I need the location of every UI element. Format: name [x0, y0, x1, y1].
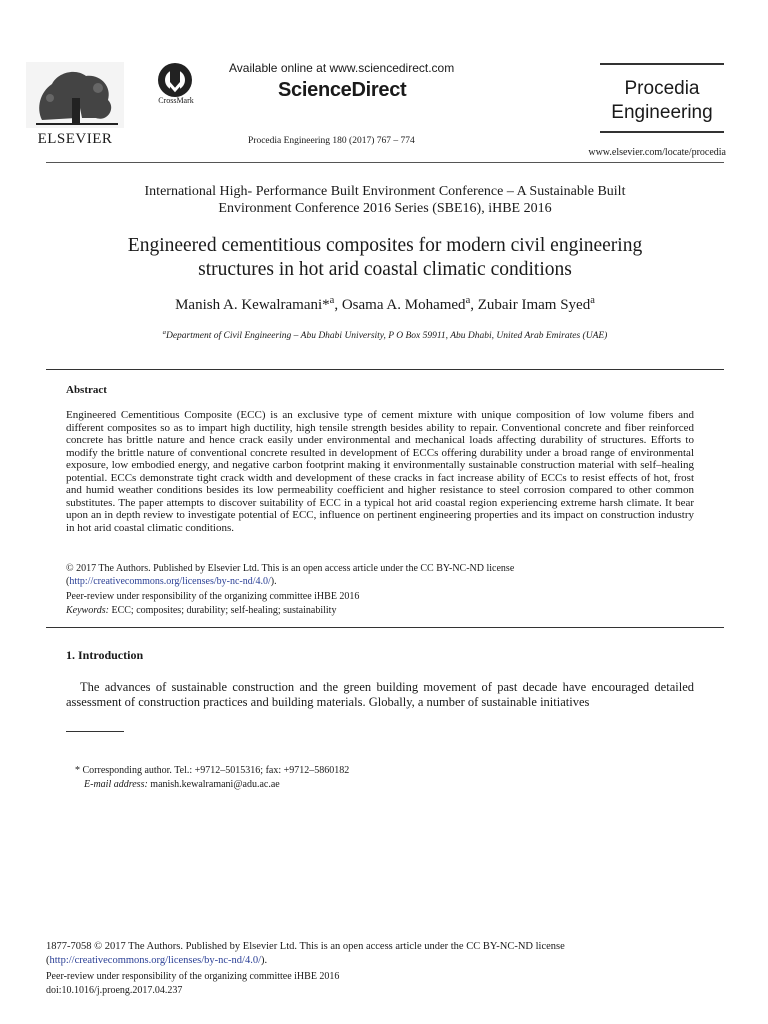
license-paren: ).: [261, 955, 268, 966]
author-affiliation-marker: a: [590, 295, 595, 306]
abstract-divider-top: [46, 369, 724, 370]
issn-copyright: 1877-7058 © 2017 The Authors. Published by Elsevier Ltd. This is an open access article under the CC BY-NC-ND license: [46, 941, 565, 952]
keywords: [66, 605, 694, 617]
author-affiliation-marker: a: [465, 295, 471, 306]
keywords-label: Keywords:: [66, 605, 109, 616]
corresponding-author-note: * Corresponding author. Tel.: +9712–5015316; fax: +9712–5860182: [75, 765, 350, 776]
journal-logo-rule: [600, 63, 724, 65]
journal-url-link[interactable]: www.elsevier.com/locate/procedia: [588, 147, 726, 158]
affiliation-marker: a: [162, 328, 166, 336]
author-name: Manish A. Kewalramani*: [175, 297, 330, 313]
journal-name-line1: Procedia: [624, 78, 700, 99]
email-label: E-mail address:: [84, 779, 148, 790]
abstract-divider-bottom: [46, 627, 724, 628]
title-line: Engineered cementitious composites for modern civil engineering: [127, 235, 643, 256]
bottom-peer-review: Peer-review under responsibility of the organizing committee iHBE 2016: [46, 971, 340, 982]
email-note: [84, 779, 280, 790]
conference-line: International High- Performance Built Environment Conference – A Sustainable Built: [144, 184, 626, 199]
affiliation: [46, 328, 724, 341]
license-paren: (: [66, 576, 70, 587]
abstract-license: [66, 576, 694, 588]
bottom-license-link[interactable]: http://creativecommons.org/licenses/by-nc-nd/4.0/: [49, 955, 262, 966]
section-heading-introduction: 1. Introduction: [66, 648, 144, 662]
abstract-body: Engineered Cementitious Composite (ECC) is an exclusive type of cement mixture with unique composition of low volume fibers and different composites so as to impart high ductility, high tensile strength besides ability to repair. Conventional concrete and fiber reinforced concrete has brittle nature and hence crack easily under environmental and mechanical loads affecting durability of structures. Efforts to modify the brittle nature of conventional concrete resulted in development of ECCs offering durability under a broad range of environmental exposure, low embodied energy, and negative carbon footprint making it environmentally sustainable construction material with self–healing potential. ECCs demonstrate tight crack width and development of these cracks in fact increase ability of ECCs to resist effects of hot, frost and humid weather conditions besides its low permeability coefficient and higher resistance to steel corrosion compared to other common substitutes. The paper attempts to discover suitability of ECC in a typical hot arid coastal region experiencing extreme harsh climate. It bear upon an in depth review to investigate potential of ECC, influence on pertinent engineering properties and its impact on construction industry in hot arid coastal climatic conditions.: [66, 409, 694, 534]
author-list: [46, 297, 724, 314]
title-line: structures in hot arid coastal climatic conditions: [198, 259, 572, 280]
email-address[interactable]: manish.kewalramani@adu.ac.ae: [147, 779, 280, 790]
footnote-divider: [66, 731, 124, 732]
conference-line: Environment Conference 2016 Series (SBE16), iHBE 2016: [218, 201, 552, 216]
available-online-text: Available online at www.sciencedirect.com: [229, 61, 455, 75]
license-link[interactable]: http://creativecommons.org/licenses/by-nc-nd/4.0/: [69, 576, 271, 587]
header-divider: [46, 162, 724, 163]
journal-name-line2: Engineering: [611, 102, 713, 123]
affiliation-text: Department of Civil Engineering – Abu Dhabi University, P O Box 59911, Abu Dhabi, United Arab Emirates (UAE): [165, 331, 608, 341]
author-name: Osama A. Mohamed: [341, 297, 466, 313]
journal-citation: Procedia Engineering 180 (2017) 767 – 774: [248, 136, 415, 146]
keywords-list: ECC; composites; durability; self-healing; sustainability: [108, 605, 337, 616]
author-name: Zubair Imam Syed: [477, 297, 591, 313]
abstract-heading: Abstract: [66, 384, 107, 396]
license-paren: ).: [270, 576, 277, 587]
license-paren: (: [46, 955, 50, 966]
sciencedirect-logo-text[interactable]: ScienceDirect: [278, 79, 407, 101]
crossmark-label: CrossMark: [158, 96, 194, 105]
conference-name: [46, 183, 724, 217]
doi[interactable]: doi:10.1016/j.proeng.2017.04.237: [46, 985, 183, 996]
abstract-peer-review: Peer-review under responsibility of the organizing committee iHBE 2016: [66, 591, 360, 602]
journal-logo-rule: [600, 131, 724, 133]
bottom-license: [46, 955, 267, 966]
author-separator: ,: [470, 297, 478, 313]
author-affiliation-marker: a: [329, 295, 335, 306]
paper-title: [46, 234, 724, 282]
introduction-paragraph: The advances of sustainable construction and the green building movement of past decade have encouraged detailed assessment of construction practices and building materials. Globally, a number of sustainable initiatives: [66, 680, 694, 709]
author-separator: ,: [334, 297, 342, 313]
publisher-name: ELSEVIER: [37, 131, 113, 147]
abstract-copyright: © 2017 The Authors. Published by Elsevier Ltd. This is an open access article under the CC BY-NC-ND license: [66, 563, 515, 574]
